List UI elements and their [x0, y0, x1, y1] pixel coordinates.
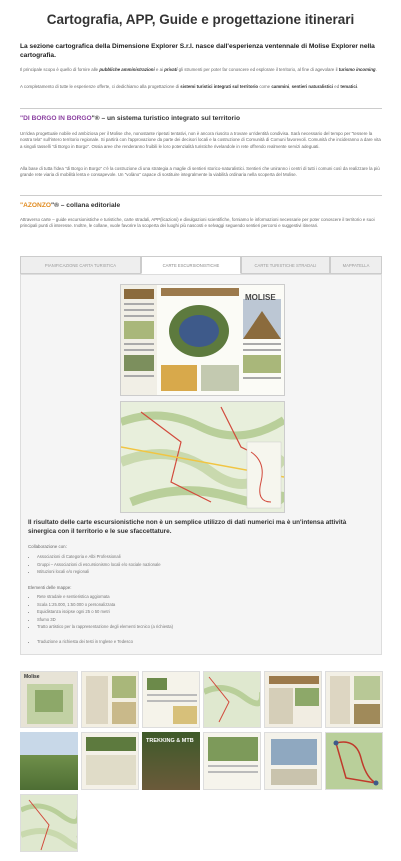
map-icon	[204, 672, 261, 728]
list-item: • Tratto artistico per la rappresentazione degli elementi tecnico (a richiesta)	[37, 623, 173, 631]
gallery-thumb-5[interactable]	[264, 671, 322, 728]
trekking-label: TREKKING & MTB	[146, 738, 194, 744]
gallery-thumb-2[interactable]	[81, 671, 139, 728]
elements-label: Elementi delle mappe:	[28, 585, 72, 590]
list-item: • Istituzioni locali e/o regionali	[37, 568, 161, 576]
tab-carte-stradali[interactable]: CARTE TURISTICHE STRADALI	[241, 256, 330, 274]
borgo-paragraph-1: Un'idea progettuale nobile ed ambiziosa per il Molise che, nonostante ripetuti tentativi, non è ancora riuscito a trovare un'identità condivisa. Sarà necessario del tempo per "tessere la nostra tela" sull'intero territorio regionale. Si partirà con l'approvazione da parte dei decisori locali e la costruzione di Comunità di Comuni favorevoli. Comunità che incideranno a dare vita a singoli tasselli "di Borgo in Borgo". Ossia aree che renderanno fruibili le loro potenzialità turistiche rivelandole in rete offrendo realmente servizi adeguati.	[20, 131, 381, 149]
gallery-thumb-1[interactable]	[20, 671, 78, 728]
list-item: • Scala 1:25.000, 1:50.000 o personalizzata	[37, 601, 173, 609]
gallery-thumb-7[interactable]	[20, 732, 78, 790]
gallery-thumb-6[interactable]	[325, 671, 383, 728]
collab-list	[28, 553, 161, 576]
list-item: • Rete stradale e sentieristica aggiornata	[37, 593, 173, 601]
divider	[20, 108, 382, 109]
borgo-paragraph-2: Alla base di tutta l'idea "di Borgo in Borgo" c'è la costruzione di una strategia a maglie di sentieri storico-naturalistici. Sentieri che uniranno i centri di tutti i comuni così da realizzare la più grande rete viaria di mobilità lenta e consapevole. Un "volàno" capace di sostituire integralmente la viabilità ordinaria nella scoperta del Molise.	[20, 166, 380, 178]
topo-map-icon	[121, 402, 284, 512]
result-statement: Il risultato delle carte escursionistiche non è un semplice utilizzo di dati numerici ma è un'intensa attività sinergica con il territorio e le sue sfaccettature.	[28, 519, 347, 535]
tab-pianificazione[interactable]: PIANIFICAZIONE CARTA TURISTICA	[20, 256, 141, 274]
intro-paragraph-1: Il principale scopo è quello di fornire alle pubbliche amministrazioni e ai privati gli strumenti per poter far conoscere ed esplorare il territorio, al fine di agevolare il turismo incoming.	[20, 67, 377, 72]
azonzo-heading: "AZONZO"® – collana editoriale	[20, 202, 121, 209]
poster-title: MOLISE	[245, 293, 276, 302]
gallery-thumb-4[interactable]	[203, 671, 261, 728]
page-title: Cartografia, APP, Guide e progettazione itinerari	[46, 12, 355, 27]
intro-paragraph-2: A completamento di tutte le esperienze offerte, ci dedichiamo alla progettazione di sistemi turistici integrati sul territorio come cammini, sentieri naturalistici ed tematici.	[20, 84, 359, 89]
gallery-thumb-13[interactable]	[20, 794, 78, 852]
gallery-thumb-10[interactable]	[203, 732, 261, 790]
thumb-label: Molise	[24, 674, 40, 680]
collab-label: Collaborazione con:	[28, 544, 67, 549]
tab-mappatella[interactable]: MAPPATELLA	[330, 256, 382, 274]
map-poster	[120, 284, 285, 396]
translation-list	[28, 638, 133, 646]
route-map-icon	[326, 733, 383, 790]
list-item: • Associazioni di Categoria e Albi Professionali	[37, 553, 161, 561]
gallery-thumb-11[interactable]	[264, 732, 322, 790]
list-item: • Sfumo 3D	[37, 616, 173, 624]
elements-list	[28, 593, 173, 631]
tab-bar	[20, 256, 370, 274]
gallery-thumb-8[interactable]	[81, 732, 139, 790]
gallery-thumb-3[interactable]	[142, 671, 200, 728]
map-topographic	[120, 401, 285, 513]
list-item: • Gruppi – Associazioni di escursionismo locali e/o sociale nazionale	[37, 561, 161, 569]
gallery-thumb-12[interactable]	[325, 732, 383, 790]
list-item: • Equidistanza isoipse ogni 25 o 50 metri	[37, 608, 173, 616]
intro-lead: La sezione cartografica della Dimensione Explorer S.r.l. nasce dall'esperienza ventennale di Molise Explorer nella cartografia.	[20, 43, 375, 59]
tab-carte-escursionistiche[interactable]: CARTE ESCURSIONISTICHE	[141, 256, 241, 274]
azonzo-paragraph: Attraverso carte – guide escursionistiche e turistiche, carte stradali, APP(licazioni) e divulgazioni scientifiche, forniamo le informazioni necessarie per poter conoscere il territorio e suoi principali punti di interesse. Inoltre, le collane, vuole favorire la scoperta dei luoghi più nascosti e selvaggi seguendo sentieri percorsi e suggestivi itinerari.	[20, 217, 375, 229]
map-icon	[21, 795, 78, 852]
gallery-thumb-9[interactable]	[142, 732, 200, 790]
divider	[20, 195, 382, 196]
list-item: • Traduzione a richiesta dei testi in Inglese e Tedesco	[37, 638, 133, 646]
borgo-heading: "DI BORGO IN BORGO"® – un sistema turistico integrato sul territorio	[20, 115, 240, 122]
